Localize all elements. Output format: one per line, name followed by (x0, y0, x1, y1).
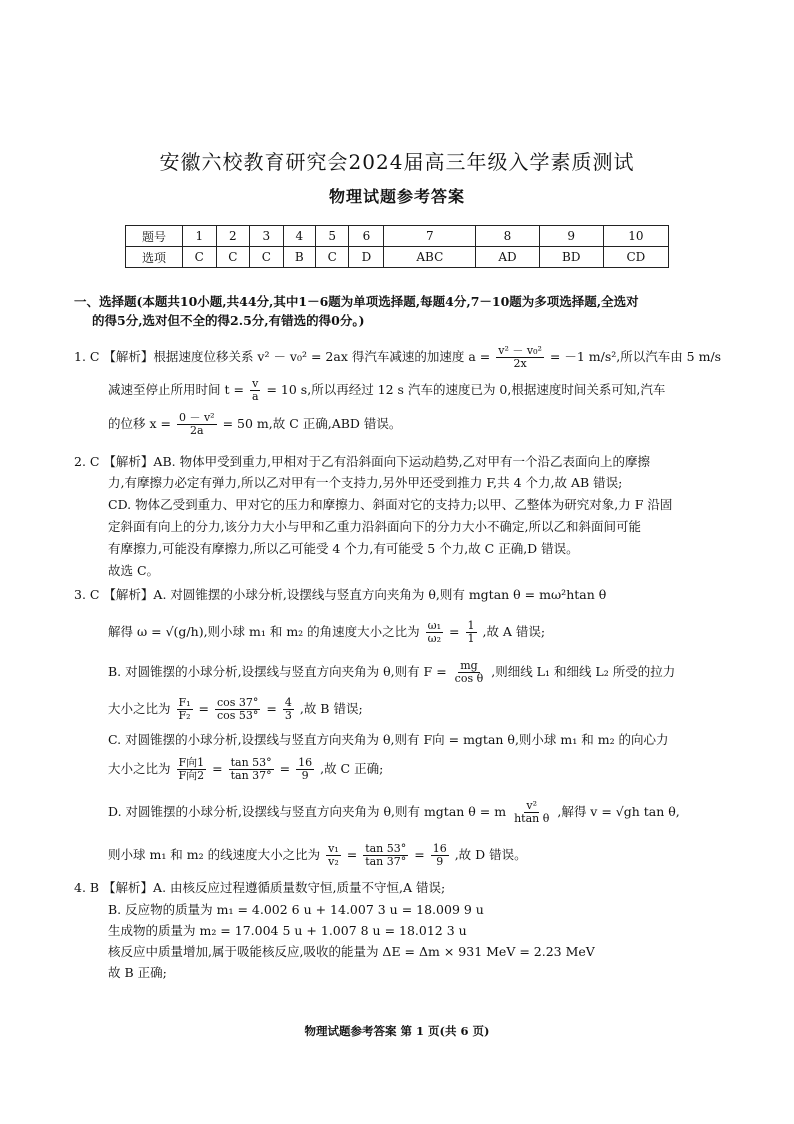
denominator: v₂ (328, 855, 339, 868)
fraction (431, 843, 449, 868)
section-heading (74, 292, 734, 330)
answer-table-answer-row (126, 247, 669, 268)
fraction (453, 660, 486, 685)
fraction (326, 843, 341, 868)
numerator: v² － v₀² (498, 344, 542, 357)
fraction (177, 757, 207, 782)
denominator: htan θ (514, 812, 550, 825)
q4-line-1: 4. B 【解析】A. 由核反应过程遵循质量数守恒,质量不守恒,A 错误; (74, 880, 446, 895)
numerator: mg (460, 659, 478, 672)
fraction (426, 620, 443, 645)
table-cell: 7 (384, 226, 476, 247)
text: = (266, 701, 277, 716)
table-cell: C (216, 247, 250, 268)
q4-line-3: 生成物的质量为 m₂ = 17.004 5 u + 1.007 8 u = 18.012 3 u (108, 923, 467, 938)
numerator: v (252, 377, 259, 390)
text: = (279, 761, 291, 776)
answer-table (125, 225, 669, 268)
table-cell: D (349, 247, 384, 268)
q2-line-1: 2. C 【解析】AB. 物体甲受到重力,甲相对于乙有沿斜面向下运动趋势,乙对甲有一个沿乙表面向上的摩擦 (74, 454, 651, 469)
text: ,故 B 错误; (299, 701, 363, 716)
row-label-number: 题号 (126, 226, 183, 247)
text: B. 对圆锥摆的小球分析,设摆线与竖直方向夹角为 θ,则有 F = (108, 664, 447, 679)
row-label-answer: 选项 (126, 247, 183, 268)
numerator: v² (526, 799, 538, 812)
table-cell: BD (539, 247, 603, 268)
q3-line-2 (108, 620, 545, 645)
text: D. 对圆锥摆的小球分析,设摆线与竖直方向夹角为 θ,则有 mgtan θ = m (108, 804, 507, 819)
answer-table-number-row (126, 226, 669, 247)
numerator: 1 (467, 619, 475, 632)
q4-line-5: 故 B 正确; (108, 965, 167, 980)
q3-line-7 (108, 800, 680, 825)
numerator: cos 37° (217, 696, 259, 709)
table-cell: B (283, 247, 315, 268)
table-cell: 3 (250, 226, 284, 247)
table-cell: C (183, 247, 217, 268)
fraction (296, 757, 314, 782)
numerator: 16 (432, 842, 447, 855)
text: 则小球 m₁ 和 m₂ 的线速度大小之比为 (108, 847, 321, 862)
q2-line-3: CD. 物体乙受到重力、甲对它的压力和摩擦力、斜面对它的支持力;以甲、乙整体为研究对象,力 F 沿固 (108, 497, 673, 512)
q2-line-6: 故选 C。 (108, 563, 160, 578)
numerator: tan 53° (230, 756, 272, 769)
text: 的位移 x = (108, 416, 171, 431)
text: 1. C 【解析】根据速度位移关系 v² － v₀² = 2ax 得汽车减速的加速度 a = (74, 349, 491, 364)
q1-line-1 (74, 345, 721, 370)
table-cell: C (250, 247, 284, 268)
fraction (177, 412, 217, 437)
table-cell: 4 (283, 226, 315, 247)
table-cell: ABC (384, 247, 476, 268)
denominator: F向2 (178, 769, 205, 782)
text: 大小之比为 (108, 701, 171, 716)
text: ,故 C 正确; (320, 761, 384, 776)
text: ,则细线 L₁ 和细线 L₂ 所受的拉力 (491, 664, 676, 679)
numerator: 0 － v² (178, 411, 215, 424)
text: = (212, 761, 223, 776)
q3-line-4 (108, 697, 363, 722)
fraction (215, 697, 260, 722)
table-cell: C (315, 247, 349, 268)
table-cell: 6 (349, 226, 384, 247)
q2-line-4: 定斜面有向上的分力,该分力大小与甲和乙重力沿斜面向下的分力大小不确定,所以乙和斜面间可能 (108, 519, 641, 534)
denominator: 2a (190, 424, 204, 437)
text: ,故 A 错误; (482, 624, 546, 639)
denominator: 9 (436, 855, 444, 868)
denominator: tan 37° (365, 855, 407, 868)
fraction (177, 697, 193, 722)
denominator: 9 (301, 769, 309, 782)
q4-line-4: 核反应中质量增加,属于吸能核反应,吸收的能量为 ΔE = Δm × 931 MeV = 2.23 MeV (108, 944, 595, 959)
text: = (414, 847, 425, 862)
q3-line-3 (108, 660, 675, 685)
text: = －1 m/s²,所以汽车由 5 m/s (549, 349, 722, 364)
page-title: 安徽六校教育研究会2024届高三年级入学素质测试 (159, 150, 635, 174)
numerator: v₁ (328, 842, 339, 855)
numerator: F₁ (178, 696, 191, 709)
fraction (466, 620, 477, 645)
denominator: F₂ (178, 709, 191, 722)
table-cell: 9 (539, 226, 603, 247)
q2-line-2: 力,有摩擦力必定有弹力,所以乙对甲有一个支持力,另外甲还受到推力 F,共 4 个力,故 AB 错误; (108, 475, 623, 490)
section-heading-line: 的得5分,选对但不全的得2.5分,有错选的得0分。) (92, 313, 365, 328)
text: = (198, 701, 210, 716)
numerator: 16 (298, 756, 313, 769)
fraction (496, 345, 544, 370)
table-cell: 5 (315, 226, 349, 247)
denominator: a (251, 390, 259, 403)
table-cell: AD (476, 247, 540, 268)
text: = 10 s,所以再经过 12 s 汽车的速度已为 0,根据速度时间关系可知,汽车 (266, 382, 666, 397)
fraction (363, 843, 408, 868)
q3-line-8 (108, 843, 527, 868)
fraction (229, 757, 274, 782)
table-cell: CD (603, 247, 668, 268)
q2-line-5: 有摩擦力,可能没有摩擦力,所以乙可能受 4 个力,有可能受 5 个力,故 C 正确,D 错误。 (108, 541, 579, 556)
numerator: tan 53° (365, 842, 407, 855)
denominator: 1 (467, 632, 475, 645)
fraction (512, 800, 551, 825)
section-heading-line: 一、选择题(本题共10小题,共44分,其中1－6题为单项选择题,每题4分,7－10题为多项选择题,全选对 (74, 294, 639, 309)
numerator: F向1 (178, 756, 205, 769)
denominator: 3 (284, 709, 292, 722)
text: 减速至停止所用时间 t = (108, 382, 244, 397)
text: ,解得 v = √gh tan θ, (557, 804, 680, 819)
denominator: tan 37° (230, 769, 272, 782)
table-cell: 2 (216, 226, 250, 247)
text: = (449, 624, 460, 639)
page-footer: 物理试题参考答案 第 1 页(共 6 页) (304, 1024, 490, 1038)
table-cell: 8 (476, 226, 540, 247)
q1-line-2 (108, 378, 665, 403)
table-cell: 1 (183, 226, 217, 247)
text: = 50 m,故 C 正确,ABD 错误。 (222, 416, 402, 431)
q3-line-1: 3. C 【解析】A. 对圆锥摆的小球分析,设摆线与竖直方向夹角为 θ,则有 mgtan θ = mω²htan θ (74, 587, 607, 602)
page-subtitle: 物理试题参考答案 (328, 187, 465, 206)
numerator: ω₁ (427, 619, 442, 632)
text: 解得 ω = √(g/h),则小球 m₁ 和 m₂ 的角速度大小之比为 (108, 624, 420, 639)
text: ,故 D 错误。 (454, 847, 527, 862)
q3-line-5: C. 对圆锥摆的小球分析,设摆线与竖直方向夹角为 θ,则有 F向 = mgtan θ,则小球 m₁ 和 m₂ 的向心力 (108, 732, 669, 747)
fraction (283, 697, 294, 722)
denominator: ω₂ (427, 632, 442, 645)
text: = (346, 847, 358, 862)
denominator: cos 53° (217, 709, 259, 722)
denominator: cos θ (454, 672, 484, 685)
numerator: 4 (284, 696, 292, 709)
text: 大小之比为 (108, 761, 171, 776)
table-cell: 10 (603, 226, 668, 247)
q4-line-2: B. 反应物的质量为 m₁ = 4.002 6 u + 14.007 3 u = 18.009 9 u (108, 902, 484, 917)
q3-line-6 (108, 757, 383, 782)
q1-line-3 (108, 412, 401, 437)
fraction (250, 378, 261, 403)
denominator: 2x (513, 357, 527, 370)
